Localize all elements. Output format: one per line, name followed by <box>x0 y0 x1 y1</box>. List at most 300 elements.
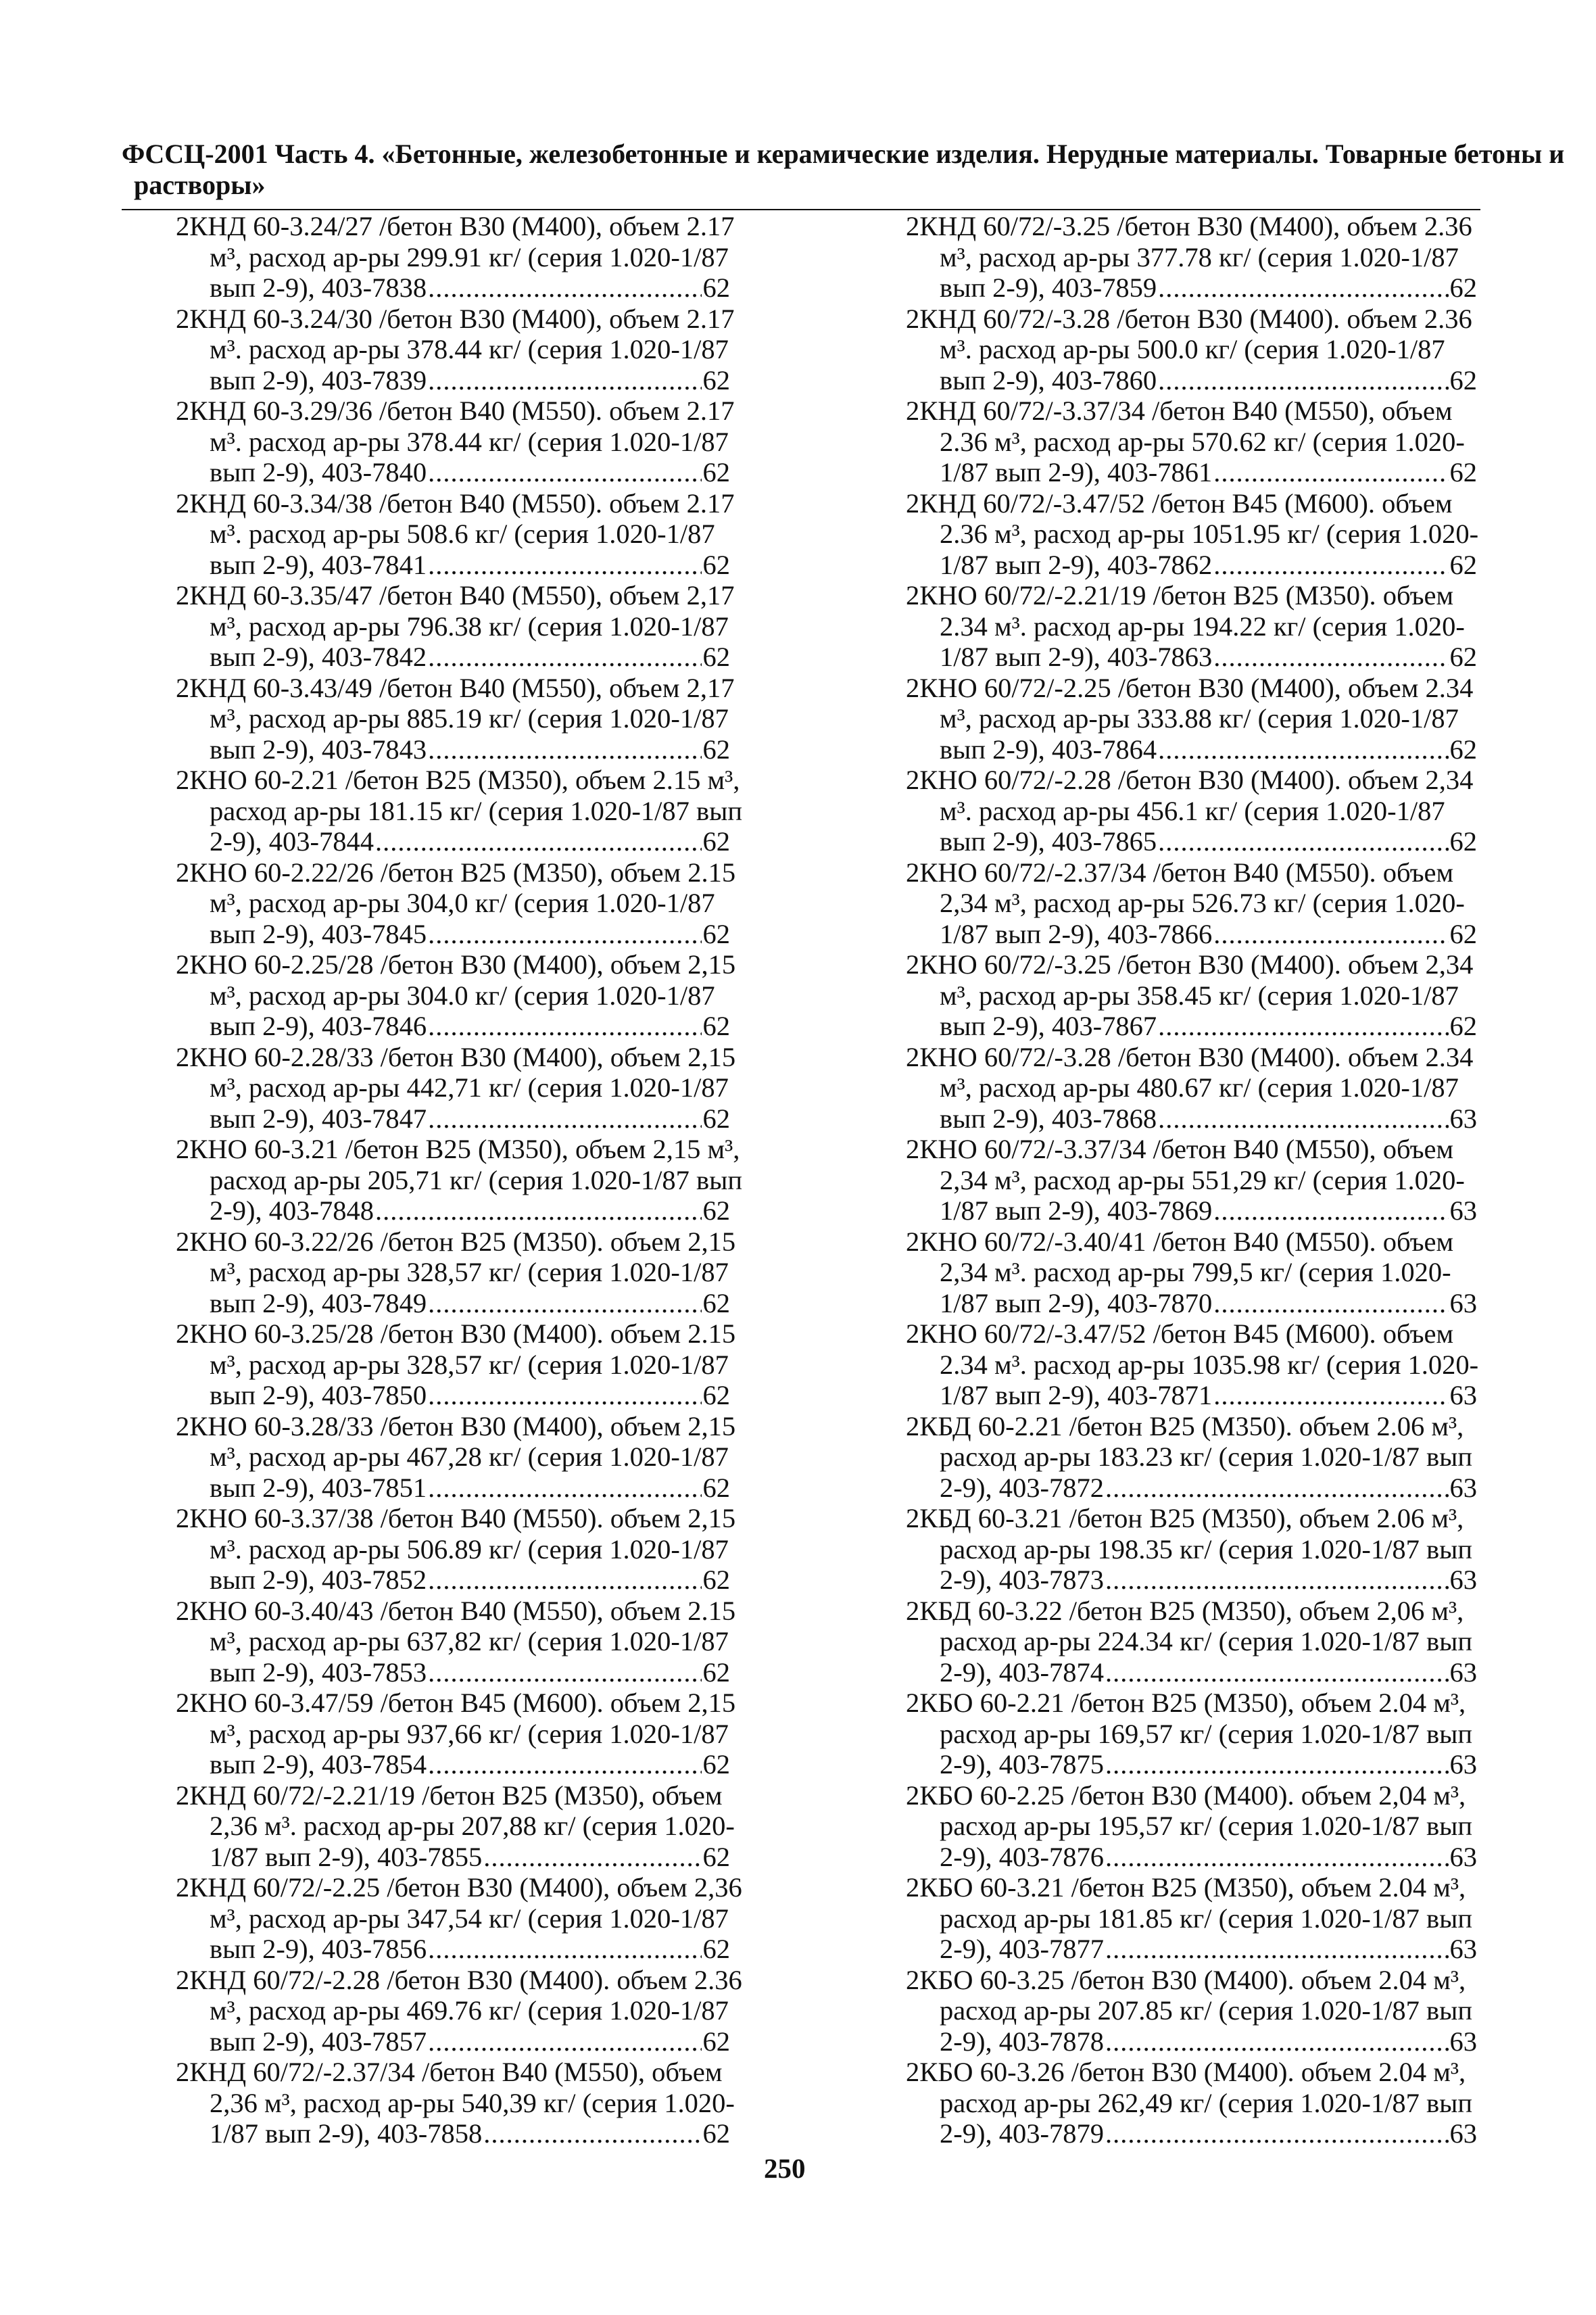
entry-line-3 <box>906 1195 1477 1226</box>
entry-line-1: 2КНД 60-3.29/36 /бетон В40 (М550). объем 2.17 <box>176 396 735 426</box>
entry-page-ref: 62 <box>702 826 730 857</box>
entry-line-3 <box>906 1473 1477 1504</box>
index-entry <box>176 1780 735 1873</box>
entry-line-2: м³. расход ар-ры 500.0 кг/ (серия 1.020-1/87 <box>940 334 1445 364</box>
header-line-2: растворы» <box>134 170 266 200</box>
entry-line-1: 2КНО 60/72/-3.37/34 /бетон В40 (М550), объем <box>906 1134 1454 1164</box>
entry-line-2: м³, расход ар-ры 469.76 кг/ (серия 1.020-1/87 <box>210 1995 729 2026</box>
entry-page-ref: 62 <box>1449 272 1477 303</box>
entry-line-2: м³, расход ар-ры 358.45 кг/ (серия 1.020-1/87 <box>940 980 1459 1011</box>
entry-line-2: м³, расход ар-ры 299.91 кг/ (серия 1.020-1/87 <box>210 241 729 272</box>
entry-page-ref: 62 <box>702 1565 730 1595</box>
entry-code: вып 2-9), 403-7868 <box>940 1103 1157 1134</box>
entry-line-1: 2КБО 60-3.21 /бетон В25 (М350), объем 2.04 м³, <box>906 1872 1466 1903</box>
entry-page-ref: 62 <box>1449 457 1477 487</box>
entry-line-3 <box>906 365 1477 396</box>
dot-leader <box>1158 826 1448 857</box>
index-entry <box>906 1965 1477 2057</box>
entry-line-3 <box>176 365 730 396</box>
index-entry <box>906 1042 1477 1135</box>
entry-page-ref: 62 <box>702 1934 730 1964</box>
entry-line-3 <box>176 1011 730 1042</box>
entry-code: вып 2-9), 403-7847 <box>210 1103 427 1134</box>
entry-line-1: 2КНО 60-3.28/33 /бетон В30 (М400), объем 2,15 <box>176 1410 736 1441</box>
entry-line-2: м³, расход ар-ры 333.88 кг/ (серия 1.020-1/87 <box>940 703 1459 734</box>
entry-line-1: 2КНД 60-3.24/30 /бетон В30 (М400), объем 2.17 <box>176 303 735 334</box>
index-entry <box>176 857 736 950</box>
entry-code: 1/87 вып 2-9), 403-7862 <box>940 549 1213 580</box>
entry-line-3 <box>176 457 730 488</box>
entry-line-1: 2КНД 60-3.43/49 /бетон В40 (М550), объем 2,17 <box>176 672 735 703</box>
index-entry <box>906 1872 1477 1965</box>
entry-code: 1/87 вып 2-9), 403-7861 <box>940 457 1213 487</box>
entry-line-2: расход ар-ры 169,57 кг/ (серия 1.020-1/87 вып <box>940 1718 1473 1749</box>
entry-line-3 <box>176 1842 730 1873</box>
entry-line-2: м³. расход ар-ры 506.89 кг/ (серия 1.020-1/87 <box>210 1533 729 1565</box>
dot-leader <box>1105 2118 1449 2149</box>
index-entry <box>906 1688 1477 1780</box>
entry-line-1: 2КНО 60/72/-2.21/19 /бетон В25 (М350). объем <box>906 580 1454 611</box>
index-entry <box>906 211 1477 304</box>
entry-page-ref: 63 <box>1449 1749 1477 1780</box>
entry-page-ref: 62 <box>1449 364 1477 396</box>
entry-page-ref: 63 <box>1449 1565 1477 1595</box>
dot-leader <box>1213 1195 1448 1226</box>
entry-page-ref: 62 <box>702 1195 730 1226</box>
entry-code: вып 2-9), 403-7860 <box>940 364 1157 396</box>
entry-line-3 <box>906 1749 1477 1780</box>
index-entry <box>176 211 735 304</box>
entry-code: вып 2-9), 403-7846 <box>210 1011 427 1041</box>
entry-line-3 <box>176 1934 730 1965</box>
index-entry <box>176 1134 743 1226</box>
index-entry <box>906 1318 1477 1411</box>
entry-line-2: 2.34 м³. расход ар-ры 194.22 кг/ (серия 1.020- <box>940 611 1465 642</box>
index-entry <box>906 1503 1477 1596</box>
entry-line-1: 2КНО 60-3.25/28 /бетон В30 (М400). объем 2.15 <box>176 1318 736 1349</box>
entry-line-3 <box>176 1288 730 1319</box>
index-entry <box>906 765 1477 857</box>
index-entry <box>906 396 1477 488</box>
index-entry <box>176 949 736 1042</box>
index-entry <box>906 304 1477 396</box>
dot-leader <box>428 1288 701 1319</box>
entry-line-1: 2КНД 60/72/-2.25 /бетон В30 (М400), объем 2,36 <box>176 1872 742 1903</box>
index-entry <box>176 2057 735 2149</box>
dot-leader <box>375 826 702 857</box>
entry-code: вып 2-9), 403-7865 <box>940 826 1157 857</box>
dot-leader <box>1213 1380 1448 1411</box>
entry-page-ref: 62 <box>702 1656 730 1688</box>
entry-page-ref: 63 <box>1449 1472 1477 1503</box>
dot-leader <box>428 919 701 950</box>
entry-line-1: 2КНО 60-3.40/43 /бетон В40 (М550), объем 2.15 <box>176 1595 736 1626</box>
entry-line-1: 2КНО 60/72/-2.28 /бетон В30 (М400). объем 2,34 <box>906 765 1474 795</box>
entry-page-ref: 63 <box>1449 1287 1477 1318</box>
entry-line-2: м³, расход ар-ры 328,57 кг/ (серия 1.020-1/87 <box>210 1349 729 1380</box>
entry-line-1: 2КНД 60-3.35/47 /бетон В40 (М550), объем 2,17 <box>176 580 735 611</box>
entry-code: вып 2-9), 403-7838 <box>210 272 427 303</box>
entry-line-3 <box>176 2026 730 2057</box>
entry-page-ref: 62 <box>702 2026 730 2057</box>
entry-page-ref: 62 <box>702 549 730 580</box>
dot-leader <box>428 642 701 673</box>
index-entry <box>906 2057 1477 2149</box>
entry-line-3 <box>906 1565 1477 1596</box>
entry-line-1: 2КНО 60-2.25/28 /бетон В30 (М400), объем 2,15 <box>176 949 736 980</box>
document-header <box>122 139 1565 201</box>
entry-code: 1/87 вып 2-9), 403-7858 <box>210 2118 483 2149</box>
entry-line-2: расход ар-ры 262,49 кг/ (серия 1.020-1/87 вып <box>940 2087 1473 2118</box>
dot-leader <box>428 1749 701 1780</box>
index-entry <box>176 1688 736 1780</box>
entry-page-ref: 62 <box>702 2118 730 2149</box>
index-entry <box>176 1318 736 1411</box>
entry-line-2: расход ар-ры 195,57 кг/ (серия 1.020-1/87 вып <box>940 1811 1473 1841</box>
entry-line-1: 2КНО 60-3.37/38 /бетон В40 (М550). объем 2,15 <box>176 1503 736 1533</box>
entry-code: вып 2-9), 403-7849 <box>210 1287 427 1318</box>
dot-leader <box>428 457 701 488</box>
entry-line-1: 2КБО 60-2.25 /бетон В30 (М400). объем 2,04 м³, <box>906 1780 1466 1811</box>
index-entry <box>176 1964 742 2057</box>
entry-code: 2-9), 403-7844 <box>210 826 374 857</box>
right-column <box>906 211 1477 2149</box>
dot-leader <box>375 1195 702 1226</box>
dot-leader <box>1158 272 1448 304</box>
entry-page-ref: 62 <box>1449 1011 1477 1041</box>
entry-code: вып 2-9), 403-7842 <box>210 642 427 672</box>
index-entry <box>176 1410 736 1504</box>
index-entry <box>176 1041 736 1135</box>
entry-line-3 <box>176 1195 730 1226</box>
entry-line-2: расход ар-ры 183.23 кг/ (серия 1.020-1/87 вып <box>940 1441 1473 1472</box>
entry-line-1: 2КНО 60-3.47/59 /бетон В45 (М600). объем 2,15 <box>176 1688 736 1718</box>
entry-code: 1/87 вып 2-9), 403-7863 <box>940 642 1213 672</box>
entry-line-3 <box>176 2118 730 2149</box>
entry-line-1: 2КБД 60-3.22 /бетон В25 (М350), объем 2,06 м³, <box>906 1595 1464 1626</box>
entry-line-1: 2КНД 60-3.24/27 /бетон В30 (М400), объем 2.17 <box>176 211 735 241</box>
dot-leader <box>1158 365 1448 396</box>
entry-code: вып 2-9), 403-7851 <box>210 1472 427 1503</box>
entry-line-3 <box>176 826 730 857</box>
entry-page-ref: 62 <box>702 364 730 396</box>
entry-code: 2-9), 403-7876 <box>940 1841 1104 1872</box>
dot-leader <box>428 1934 701 1965</box>
entry-page-ref: 63 <box>1449 1934 1477 1964</box>
entry-line-1: 2КНД 60/72/-2.37/34 /бетон В40 (М550), объем <box>176 2057 723 2087</box>
entry-code: 2-9), 403-7878 <box>940 2026 1104 2057</box>
entry-page-ref: 63 <box>1449 1380 1477 1410</box>
entry-code: 2-9), 403-7873 <box>940 1565 1104 1595</box>
index-entry <box>906 857 1477 950</box>
entry-code: вып 2-9), 403-7852 <box>210 1565 427 1595</box>
entry-page-ref: 62 <box>702 457 730 487</box>
entry-line-1: 2КНД 60/72/-3.37/34 /бетон В40 (М550), объем <box>906 396 1453 426</box>
entry-code: 2-9), 403-7877 <box>940 1934 1104 1964</box>
entry-line-2: расход ар-ры 181.85 кг/ (серия 1.020-1/87 вып <box>940 1903 1473 1934</box>
entry-page-ref: 63 <box>1449 2118 1477 2149</box>
entry-line-1: 2КБО 60-3.25 /бетон В30 (М400). объем 2.04 м³, <box>906 1964 1466 1995</box>
index-entry <box>176 1595 736 1688</box>
entry-line-1: 2КНО 60/72/-3.25 /бетон В30 (М400). объем 2,34 <box>906 949 1474 980</box>
entry-line-1: 2КНО 60-2.28/33 /бетон В30 (М400), объем 2,15 <box>176 1041 736 1072</box>
index-entry <box>176 396 735 488</box>
entry-line-2: м³, расход ар-ры 442,71 кг/ (серия 1.020-1/87 <box>210 1072 729 1103</box>
header-divider <box>122 209 1480 210</box>
dot-leader <box>428 1657 701 1688</box>
entry-line-2: м³, расход ар-ры 304.0 кг/ (серия 1.020-1/87 <box>210 980 715 1011</box>
index-entry <box>176 580 735 673</box>
entry-line-2: 2.36 м³, расход ар-ры 570.62 кг/ (серия 1.020- <box>940 426 1465 457</box>
entry-line-1: 2КНО 60/72/-3.28 /бетон В30 (М400). объем 2.34 <box>906 1041 1474 1072</box>
entry-line-3 <box>906 919 1477 950</box>
dot-leader <box>1105 1565 1449 1596</box>
index-entry <box>176 765 743 857</box>
entry-line-1: 2КНО 60/72/-2.37/34 /бетон В40 (М550). объем <box>906 857 1454 888</box>
entry-line-3 <box>906 1657 1477 1688</box>
entry-code: вып 2-9), 403-7864 <box>940 734 1157 765</box>
index-entry <box>176 303 735 396</box>
entry-line-3 <box>176 1473 730 1504</box>
entry-line-3 <box>906 2118 1477 2149</box>
entry-page-ref: 62 <box>702 918 730 949</box>
entry-line-2: 2,36 м³, расход ар-ры 540,39 кг/ (серия 1.020- <box>210 2087 735 2118</box>
entry-code: вып 2-9), 403-7854 <box>210 1749 427 1780</box>
entry-code: 2-9), 403-7879 <box>940 2118 1104 2149</box>
index-entry <box>176 487 735 581</box>
entry-page-ref: 62 <box>1449 826 1477 857</box>
entry-line-3 <box>906 1380 1477 1411</box>
entry-code: 1/87 вып 2-9), 403-7871 <box>940 1380 1213 1410</box>
entry-line-3 <box>906 642 1477 673</box>
entry-line-2: 2.34 м³. расход ар-ры 1035.98 кг/ (серия 1.020- <box>940 1349 1479 1380</box>
index-entry <box>906 580 1477 673</box>
entry-page-ref: 62 <box>702 1011 730 1041</box>
page-number: 250 <box>764 2153 806 2184</box>
entry-code: 1/87 вып 2-9), 403-7869 <box>940 1195 1213 1226</box>
entry-line-2: м³. расход ар-ры 378.44 кг/ (серия 1.020-1/87 <box>210 426 729 457</box>
dot-leader <box>1105 2026 1449 2057</box>
entry-line-2: м³, расход ар-ры 328,57 кг/ (серия 1.020-1/87 <box>210 1257 729 1287</box>
entry-page-ref: 62 <box>1449 734 1477 765</box>
entry-line-3 <box>176 550 730 581</box>
entry-code: вып 2-9), 403-7859 <box>940 272 1157 303</box>
entry-page-ref: 62 <box>1449 549 1477 580</box>
entry-line-1: 2КНД 60-3.34/38 /бетон В40 (М550). объем 2.17 <box>176 487 735 519</box>
entry-line-1: 2КБО 60-3.26 /бетон В30 (М400). объем 2.04 м³, <box>906 2057 1466 2087</box>
entry-line-2: м³, расход ар-ры 377.78 кг/ (серия 1.020-1/87 <box>940 241 1459 272</box>
entry-line-2: м³, расход ар-ры 796.38 кг/ (серия 1.020-1/87 <box>210 611 729 642</box>
entry-line-2: м³, расход ар-ры 347,54 кг/ (серия 1.020-1/87 <box>210 1903 729 1934</box>
entry-line-3 <box>176 1749 730 1780</box>
index-entry <box>906 1780 1477 1873</box>
dot-leader <box>428 272 701 304</box>
entry-line-1: 2КНО 60-3.22/26 /бетон В25 (М350). объем 2,15 <box>176 1226 736 1257</box>
entry-code: вып 2-9), 403-7850 <box>210 1380 427 1410</box>
entry-code: вып 2-9), 403-7856 <box>210 1934 427 1964</box>
entry-code: 2-9), 403-7848 <box>210 1195 374 1226</box>
entry-line-2: расход ар-ры 205,71 кг/ (серия 1.020-1/87 вып <box>210 1164 743 1195</box>
entry-page-ref: 63 <box>1449 1195 1477 1226</box>
entry-code: 2-9), 403-7875 <box>940 1749 1104 1780</box>
dot-leader <box>428 2026 701 2057</box>
entry-line-2: м³, расход ар-ры 885.19 кг/ (серия 1.020-1/87 <box>210 703 729 734</box>
entry-code: вып 2-9), 403-7839 <box>210 364 427 396</box>
entry-line-1: 2КНД 60/72/-3.28 /бетон В30 (М400). объем 2.36 <box>906 303 1472 334</box>
entry-line-1: 2КНО 60/72/-3.47/52 /бетон В45 (М600). объем <box>906 1318 1454 1349</box>
dot-leader <box>1105 1749 1449 1780</box>
entry-line-2: расход ар-ры 224.34 кг/ (серия 1.020-1/87 вып <box>940 1626 1473 1656</box>
index-entry <box>906 488 1477 581</box>
entry-line-3 <box>906 826 1477 857</box>
entry-line-3 <box>176 642 730 673</box>
entry-line-3 <box>176 272 730 304</box>
entry-page-ref: 62 <box>702 1287 730 1318</box>
dot-leader <box>428 734 701 765</box>
entry-line-3 <box>906 272 1477 304</box>
entry-line-3 <box>906 457 1477 488</box>
dot-leader <box>1213 457 1448 488</box>
entry-code: вып 2-9), 403-7845 <box>210 918 427 949</box>
dot-leader <box>1213 1288 1448 1319</box>
entry-line-3 <box>176 919 730 950</box>
entry-line-3 <box>176 1380 730 1411</box>
entry-code: вып 2-9), 403-7857 <box>210 2026 427 2057</box>
index-entry <box>176 1872 742 1965</box>
entry-line-1: 2КНО 60-2.21 /бетон В25 (М350), объем 2.15 м³, <box>176 765 740 795</box>
entry-line-3 <box>906 1842 1477 1873</box>
entry-line-1: 2КБО 60-2.21 /бетон В25 (М350), объем 2.04 м³, <box>906 1688 1466 1718</box>
entry-line-2: 2,34 м³. расход ар-ры 799,5 кг/ (серия 1.020- <box>940 1257 1451 1287</box>
entry-line-3 <box>176 734 730 765</box>
entry-line-1: 2КБД 60-3.21 /бетон В25 (М350), объем 2.06 м³, <box>906 1503 1464 1533</box>
entry-page-ref: 62 <box>702 1841 730 1872</box>
entry-page-ref: 62 <box>1449 918 1477 949</box>
dot-leader <box>428 1473 701 1504</box>
entry-page-ref: 63 <box>1449 1841 1477 1872</box>
entry-line-1: 2КНД 60/72/-2.21/19 /бетон В25 (М350), объем <box>176 1780 723 1811</box>
dot-leader <box>1158 734 1448 765</box>
dot-leader <box>1105 1657 1449 1688</box>
dot-leader <box>1213 550 1448 581</box>
entry-page-ref: 62 <box>702 272 730 303</box>
entry-line-3 <box>906 734 1477 765</box>
entry-page-ref: 62 <box>702 1103 730 1134</box>
entry-page-ref: 62 <box>702 642 730 672</box>
dot-leader <box>428 1565 701 1596</box>
entry-code: вып 2-9), 403-7853 <box>210 1656 427 1688</box>
dot-leader <box>428 365 701 396</box>
index-entry <box>176 672 735 765</box>
entry-page-ref: 62 <box>702 734 730 765</box>
entry-code: вып 2-9), 403-7843 <box>210 734 427 765</box>
entry-line-2: м³, расход ар-ры 637,82 кг/ (серия 1.020-1/87 <box>210 1626 729 1656</box>
index-entry <box>176 1226 736 1319</box>
entry-line-3 <box>176 1565 730 1596</box>
entry-line-2: м³. расход ар-ры 508.6 кг/ (серия 1.020-1/87 <box>210 519 715 549</box>
index-entry <box>906 1411 1477 1504</box>
entry-page-ref: 62 <box>702 1749 730 1780</box>
entry-line-2: м³. расход ар-ры 456.1 кг/ (серия 1.020-1/87 <box>940 795 1445 826</box>
entry-line-1: 2КНД 60/72/-3.25 /бетон В30 (М400), объем 2.36 <box>906 211 1472 241</box>
entry-code: вып 2-9), 403-7841 <box>210 549 427 580</box>
dot-leader <box>428 1103 701 1135</box>
entry-page-ref: 62 <box>1449 642 1477 672</box>
entry-page-ref: 63 <box>1449 1656 1477 1688</box>
dot-leader <box>483 1842 701 1873</box>
entry-line-2: м³, расход ар-ры 937,66 кг/ (серия 1.020-1/87 <box>210 1718 729 1749</box>
entry-code: 1/87 вып 2-9), 403-7866 <box>940 918 1213 949</box>
index-entry <box>906 1134 1477 1226</box>
entry-code: вып 2-9), 403-7867 <box>940 1011 1157 1041</box>
entry-line-3 <box>906 2026 1477 2057</box>
entry-page-ref: 63 <box>1449 2026 1477 2057</box>
entry-line-2: 2.36 м³, расход ар-ры 1051.95 кг/ (серия 1.020- <box>940 519 1479 549</box>
entry-page-ref: 62 <box>702 1380 730 1410</box>
dot-leader <box>1105 1842 1449 1873</box>
index-entry <box>906 949 1477 1042</box>
entry-line-1: 2КНО 60/72/-2.25 /бетон В30 (М400), объем 2.34 <box>906 672 1474 703</box>
entry-line-1: 2КНО 60-3.21 /бетон В25 (М350), объем 2,15 м³, <box>176 1134 740 1164</box>
entry-line-3 <box>906 1011 1477 1042</box>
dot-leader <box>1213 919 1448 950</box>
dot-leader <box>428 1380 701 1411</box>
entry-line-2: 2,36 м³. расход ар-ры 207,88 кг/ (серия 1.020- <box>210 1811 735 1841</box>
entry-line-1: 2КНД 60/72/-2.28 /бетон В30 (М400). объем 2.36 <box>176 1964 742 1995</box>
index-entry <box>906 673 1477 765</box>
entry-line-1: 2КНО 60/72/-3.40/41 /бетон В40 (М550). объем <box>906 1226 1454 1257</box>
entry-page-ref: 63 <box>1449 1103 1477 1134</box>
dot-leader <box>1158 1011 1448 1042</box>
entry-line-3 <box>906 1103 1477 1135</box>
entry-code: 2-9), 403-7872 <box>940 1472 1104 1503</box>
dot-leader <box>428 1011 701 1042</box>
index-entry <box>906 1226 1477 1319</box>
entry-line-2: расход ар-ры 207.85 кг/ (серия 1.020-1/87 вып <box>940 1995 1473 2026</box>
left-column <box>176 211 743 2149</box>
entry-code: 1/87 вып 2-9), 403-7855 <box>210 1841 483 1872</box>
header-line-1: ФССЦ-2001 Часть 4. «Бетонные, железобетонные и керамические изделия. Нерудные материалы. Товарные бетоны и <box>122 139 1565 169</box>
entry-line-3 <box>906 1288 1477 1319</box>
entry-line-2: 2,34 м³, расход ар-ры 551,29 кг/ (серия 1.020- <box>940 1164 1465 1195</box>
dot-leader <box>1105 1934 1449 1965</box>
entry-line-3 <box>176 1103 730 1135</box>
dot-leader <box>1105 1473 1449 1504</box>
entry-line-2: м³. расход ар-ры 378.44 кг/ (серия 1.020-1/87 <box>210 334 729 364</box>
index-entry <box>906 1596 1477 1688</box>
entry-code: 1/87 вып 2-9), 403-7870 <box>940 1287 1213 1318</box>
entry-line-1: 2КНД 60/72/-3.47/52 /бетон В45 (М600). объем <box>906 487 1453 519</box>
entry-code: вып 2-9), 403-7840 <box>210 457 427 487</box>
entry-line-1: 2КБД 60-2.21 /бетон В25 (М350). объем 2.06 м³, <box>906 1410 1464 1441</box>
entry-line-2: 2,34 м³, расход ар-ры 526.73 кг/ (серия 1.020- <box>940 888 1465 918</box>
dot-leader <box>1158 1103 1448 1135</box>
index-entry <box>176 1503 736 1596</box>
entry-line-2: м³, расход ар-ры 467,28 кг/ (серия 1.020-1/87 <box>210 1441 729 1472</box>
dot-leader <box>483 2118 701 2149</box>
entry-line-2: расход ар-ры 198.35 кг/ (серия 1.020-1/87 вып <box>940 1533 1473 1565</box>
entry-line-3 <box>906 550 1477 581</box>
entry-code: 2-9), 403-7874 <box>940 1656 1104 1688</box>
entry-line-3 <box>906 1934 1477 1965</box>
entry-line-1: 2КНО 60-2.22/26 /бетон В25 (М350), объем 2.15 <box>176 857 736 888</box>
entry-line-2: расход ар-ры 181.15 кг/ (серия 1.020-1/87 вып <box>210 795 743 826</box>
dot-leader <box>1213 642 1448 673</box>
dot-leader <box>428 550 701 581</box>
entry-line-3 <box>176 1657 730 1688</box>
entry-page-ref: 62 <box>702 1472 730 1503</box>
entry-line-2: м³, расход ар-ры 480.67 кг/ (серия 1.020-1/87 <box>940 1072 1459 1103</box>
